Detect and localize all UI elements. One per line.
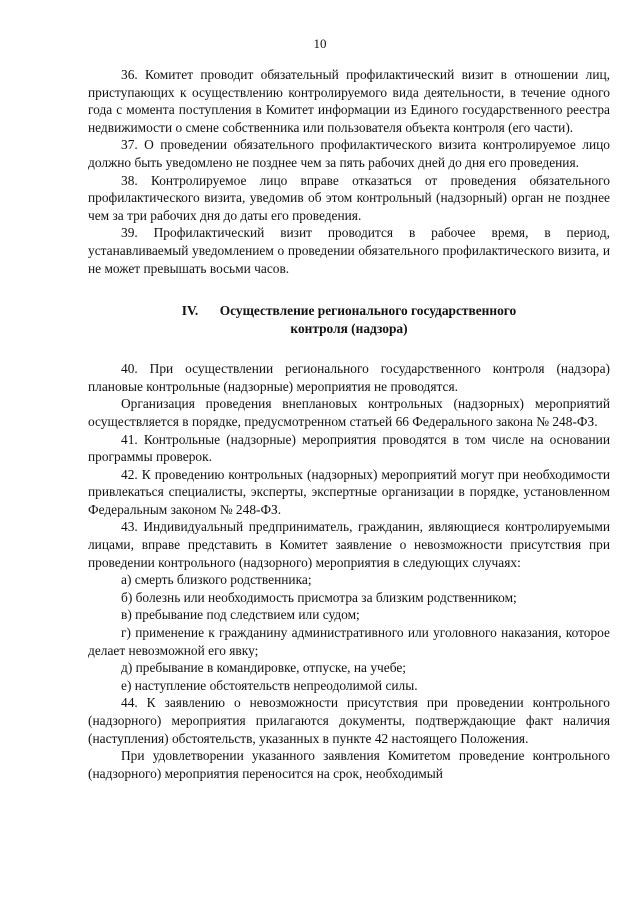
paragraph-37: 37. О проведении обязательного профилактического визита контролируемое лицо должно быть уведомлено не позднее чем за пять рабочих дней до дня его проведения. — [88, 137, 610, 170]
paragraph-40: 40. При осуществлении регионального государственного контроля (надзора) плановые контрольные (надзорные) мероприятия не проводятся. — [88, 361, 610, 394]
list-item-g: г) применение к гражданину административного или уголовного наказания, которое делает невозможной его явку; — [88, 625, 610, 658]
paragraph-44: 44. К заявлению о невозможности присутствия при проведении контрольного (надзорного) мероприятия прилагаются документы, подтверждающие факт наличия (наступления) обстоятельств, указанных в пункте 42 настоящего Положения. — [88, 695, 610, 746]
paragraph-44-continuation: При удовлетворении указанного заявления Комитетом проведение контрольного (надзорного) мероприятия переносится на срок, необходимый — [88, 748, 610, 781]
section-title-part-1: Осуществление регионального государственного — [219, 303, 517, 319]
list-item-v: в) пребывание под следствием или судом; — [121, 607, 360, 623]
section-heading-line-1 — [88, 302, 610, 320]
document-body — [88, 66, 610, 782]
page-number: 10 — [313, 36, 327, 51]
list-item-a: а) смерть близкого родственника; — [121, 572, 312, 588]
section-heading — [88, 302, 610, 338]
list-item-e: е) наступление обстоятельств непреодолимой силы. — [121, 677, 418, 693]
paragraph-42: 42. К проведению контрольных (надзорных) мероприятий могут при необходимости привлекаться специалисты, эксперты, экспертные организации в порядке, установленном Федеральным законом № 248-ФЗ. — [88, 466, 610, 517]
paragraph-40-organization: Организация проведения внеплановых контрольных (надзорных) мероприятий осуществляется в порядке, предусмотренном статьей 66 Федерального закона № 248-ФЗ. — [88, 396, 610, 429]
paragraph-36: 36. Комитет проводит обязательный профилактический визит в отношении лиц, приступающих к осуществлению контролируемого вида деятельности, в течение одного года с момента поступления в Комитет информации из Единого государственного реестра недвижимости о смене собственника или пользователя объекта контроля (его части). — [88, 67, 610, 135]
paragraph-39: 39. Профилактический визит проводится в рабочее время, в период, устанавливаемый уведомлением о проведении обязательного профилактического визита, и не может превышать восьми часов. — [88, 225, 610, 276]
paragraph-38: 38. Контролируемое лицо вправе отказаться от проведения обязательного профилактического визита, уведомив об этом контрольный (надзорный) орган не позднее чем за три рабочих дня до даты его проведения. — [88, 172, 610, 223]
list-item-d: д) пребывание в командировке, отпуске, на учебе; — [121, 660, 406, 676]
section-number: IV. — [181, 303, 199, 319]
section-title-part-2: контроля (надзора) — [290, 321, 408, 337]
paragraph-43: 43. Индивидуальный предприниматель, гражданин, являющиеся контролируемыми лицами, вправе представить в Комитет заявление о невозможности присутствия при проведении контрольного (надзорного) мероприятия в следующих случаях: — [88, 519, 610, 570]
list-item-b: б) болезнь или необходимость присмотра за близким родственником; — [121, 589, 517, 605]
paragraph-41: 41. Контрольные (надзорные) мероприятия проводятся в том числе на основании программы проверок. — [88, 431, 610, 465]
